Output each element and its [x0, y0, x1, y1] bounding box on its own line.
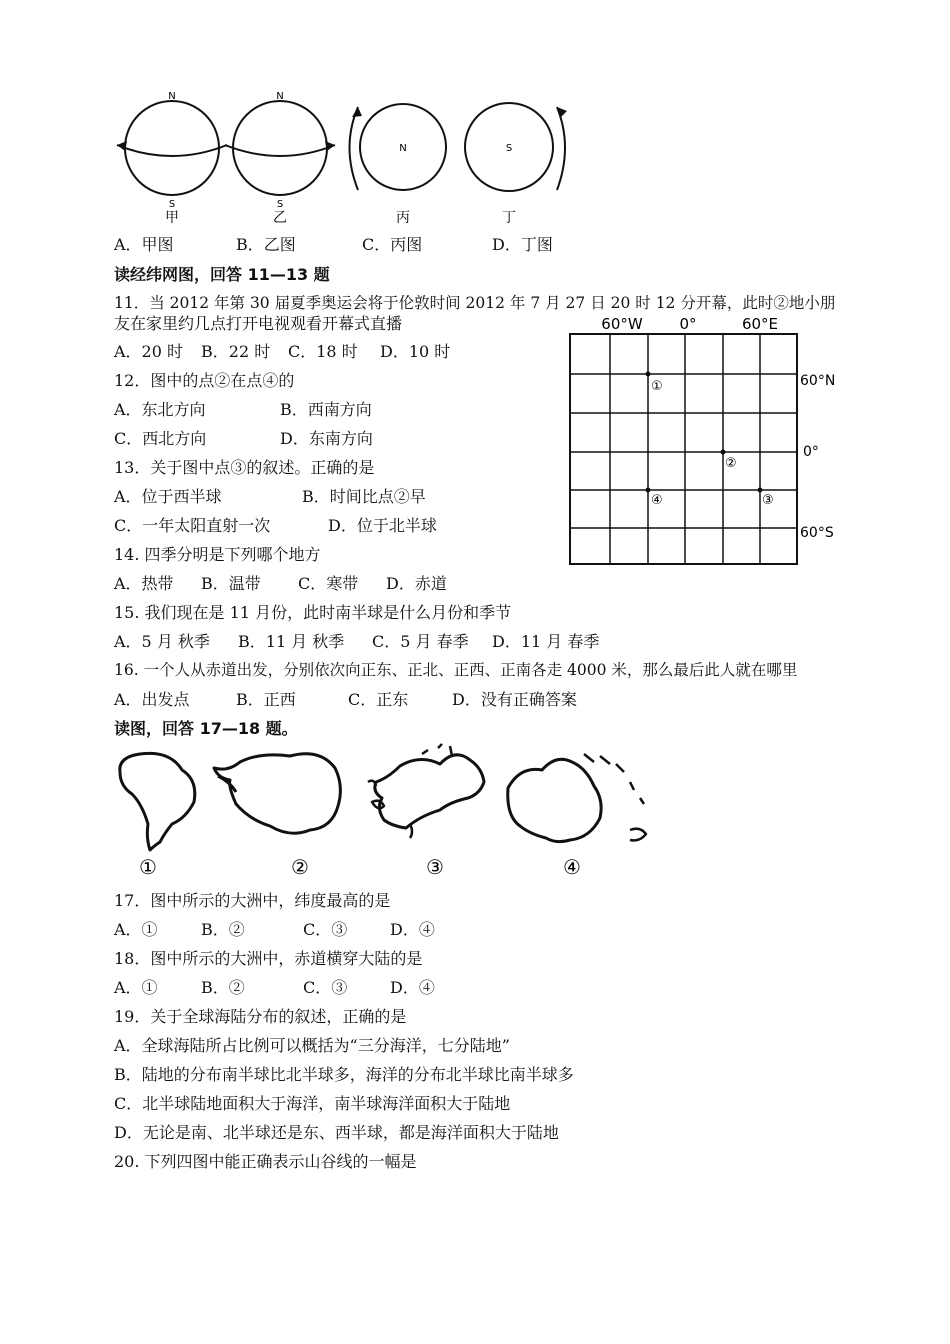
q10-option-d: D．丁图: [492, 235, 553, 254]
q17-stem: 17．图中所示的大洲中，纬度最高的是: [114, 891, 391, 910]
q15-option-b: B．11 月 秋季: [238, 632, 345, 651]
lat-long-grid-map: [560, 310, 850, 570]
globe-jia: [117, 91, 227, 210]
point-2: ②: [725, 456, 737, 471]
q10-option-b: B．乙图: [236, 235, 296, 254]
q11-option-b: B．22 时: [201, 342, 271, 361]
globe-figure: [105, 85, 585, 225]
q13-stem: 13．关于图中点③的叙述。正确的是: [114, 458, 375, 477]
globe-label-jia: 甲: [165, 210, 179, 225]
section-heading-2: 读图，回答 17—18 题。: [114, 719, 298, 738]
continent-south-america: [120, 753, 195, 850]
point-4: ④: [651, 493, 663, 508]
q11-option-d: D．10 时: [380, 342, 451, 361]
q16-option-b: B．正西: [236, 690, 296, 709]
pole-n-label: N: [168, 91, 176, 102]
q19-option-c: C．北半球陆地面积大于海洋，南半球海洋面积大于陆地: [114, 1094, 511, 1113]
section-heading-1: 读经纬网图，回答 11—13 题: [114, 265, 330, 284]
q18-stem: 18．图中所示的大洲中，赤道横穿大陆的是: [114, 949, 423, 968]
q11-option-a: A．20 时: [114, 342, 184, 361]
q13-option-a: A．位于西半球: [114, 487, 222, 506]
globe-label-bing: 丙: [396, 210, 410, 225]
label-60n: 60°N: [800, 373, 836, 389]
q15-stem: 15. 我们现在是 11 月份，此时南半球是什么月份和季节: [114, 603, 512, 622]
label-60e: 60°E: [741, 315, 779, 333]
q15-option-a: A．5 月 秋季: [114, 632, 210, 651]
q14-stem: 14. 四季分明是下列哪个地方: [114, 545, 321, 564]
q19-option-a: A．全球海陆所占比例可以概括为“三分海洋，七分陆地”: [114, 1036, 510, 1055]
label-60s: 60°S: [800, 525, 834, 541]
globe-bing: [350, 104, 447, 190]
q19-option-d: D．无论是南、北半球还是东、西半球，都是海洋面积大于陆地: [114, 1123, 559, 1142]
q16-option-a: A．出发点: [114, 690, 190, 709]
continent-europe: [375, 755, 484, 828]
q14-option-d: D．赤道: [386, 574, 447, 593]
q11-stem-line1: 11．当 2012 年第 30 届夏季奥运会将于伦敦时间 2012 年 7 月 27 日 20 时 12 分开幕，此时②地小朋: [114, 294, 836, 312]
continent-oceania: [508, 759, 601, 841]
q19-option-b: B．陆地的分布南半球比北半球多，海洋的分布北半球比南半球多: [114, 1065, 574, 1084]
q18-option-c: C．③: [303, 978, 348, 997]
q13-option-b: B．时间比点②早: [302, 487, 426, 506]
q20-stem: 20. 下列四图中能正确表示山谷线的一幅是: [114, 1152, 417, 1171]
point-3: ③: [762, 493, 774, 508]
q12-stem: 12．图中的点②在点④的: [114, 371, 295, 390]
q17-option-a: A．①: [114, 920, 158, 939]
q12-option-c: C．西北方向: [114, 429, 207, 448]
q12-option-b: B．西南方向: [280, 400, 372, 419]
label-equator: 0°: [803, 444, 819, 460]
q10-option-c: C．丙图: [362, 235, 423, 254]
label-60w: 60°W: [601, 315, 643, 333]
globe-label-yi: 乙: [273, 210, 287, 225]
q11-option-c: C．18 时: [288, 342, 358, 361]
point-1: ①: [651, 379, 663, 394]
q12-option-d: D．东南方向: [280, 429, 373, 448]
globe-yi: [225, 91, 335, 210]
q16-option-c: C．正东: [348, 690, 409, 709]
q18-option-d: D．④: [390, 978, 435, 997]
q14-option-a: A．热带: [114, 574, 174, 593]
q16-option-d: D．没有正确答案: [452, 690, 577, 709]
q17-option-d: D．④: [390, 920, 435, 939]
pole-s-label: S: [168, 199, 176, 210]
q15-option-d: D．11 月 春季: [492, 632, 600, 651]
q13-option-d: D．位于北半球: [328, 516, 437, 535]
center-label-n: N: [399, 143, 407, 154]
center-label-s: S: [505, 143, 513, 154]
label-0-meridian: 0°: [679, 315, 697, 333]
continent-label-1: ①: [139, 855, 157, 879]
q19-stem: 19．关于全球海陆分布的叙述，正确的是: [114, 1007, 407, 1026]
q14-option-c: C．寒带: [298, 574, 359, 593]
q16-stem: 16. 一个人从赤道出发，分别依次向正东、正北、正西、正南各走 4000 米，那么最后此人就在哪里: [114, 661, 798, 679]
continent-label-2: ②: [291, 855, 309, 879]
globe-ding: [465, 103, 567, 191]
q14-option-b: B．温带: [201, 574, 261, 593]
q13-option-c: C．一年太阳直射一次: [114, 516, 271, 535]
pole-s-label: S: [276, 199, 284, 210]
q10-option-a: A．甲图: [114, 235, 174, 254]
continent-label-4: ④: [563, 855, 581, 879]
continent-label-3: ③: [426, 855, 444, 879]
q18-option-b: B．②: [201, 978, 245, 997]
pole-n-label: N: [276, 91, 284, 102]
continents-figure: [110, 742, 680, 882]
q18-option-a: A．①: [114, 978, 158, 997]
q17-option-b: B．②: [201, 920, 245, 939]
q17-option-c: C．③: [303, 920, 348, 939]
continent-antarctica: [214, 754, 340, 833]
q15-option-c: C．5 月 春季: [372, 632, 469, 651]
q12-option-a: A．东北方向: [114, 400, 206, 419]
globe-label-ding: 丁: [502, 210, 516, 225]
q11-stem-line2: 友在家里约几点打开电视观看开幕式直播: [114, 314, 403, 333]
